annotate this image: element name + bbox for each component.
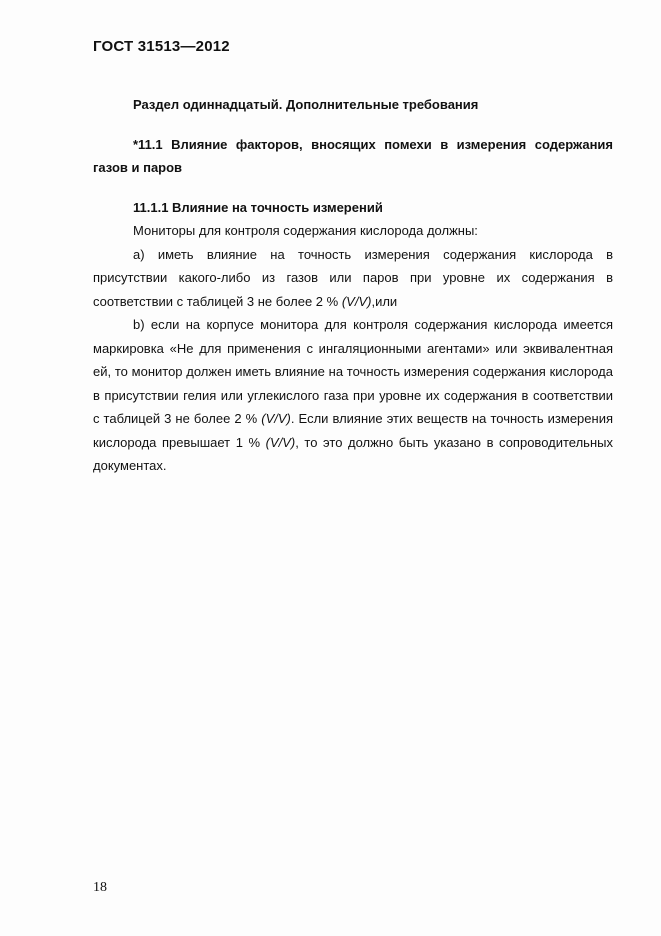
clause-title: 11.1.1 Влияние на точность измерений bbox=[133, 199, 383, 215]
item-a-unit: (V/V) bbox=[341, 293, 372, 309]
section-title: Раздел одиннадцатый. Дополнительные требования bbox=[133, 97, 479, 112]
clause-intro: Мониторы для контроля содержания кислорода должны: bbox=[133, 223, 478, 238]
item-b-unit-1: (V/V) bbox=[261, 411, 291, 426]
clause-item-a bbox=[93, 243, 613, 314]
item-b-text-1: b) если на корпусе монитора для контроля содержания кислорода имеется маркировка «Не для применения с ингаляционными агентами» или эквивалентная ей, то монитор должен иметь влияние на точность измерения содержания кислорода в присутствии гелия или углекислого газа при уровне их содержания в соответствии с таблицей 3 не более 2 % bbox=[93, 317, 613, 426]
clause-item-b bbox=[93, 313, 613, 478]
item-b-text-2: . Если влияние этих веществ на точность измерения кислорода превышает 1 % bbox=[93, 411, 613, 450]
item-b-text-3: , то это должно быть указано в сопроводительных документах. bbox=[93, 434, 613, 473]
page-number: 18 bbox=[93, 880, 107, 895]
standard-header: ГОСТ 31513—2012 bbox=[93, 38, 230, 55]
item-b-unit-2: (V/V) bbox=[265, 434, 296, 450]
item-a-text: а) иметь влияние на точность измерения содержания кислорода в присутствии какого-либо из газов или паров при уровне их содержания в соответствии с таблицей 3 не более 2 % bbox=[93, 246, 613, 309]
subsection-title: *11.1 Влияние факторов, вносящих помехи в измерения содержания газов и паров bbox=[93, 136, 613, 175]
document-body bbox=[93, 93, 613, 478]
item-a-tail: ,или bbox=[371, 293, 398, 309]
